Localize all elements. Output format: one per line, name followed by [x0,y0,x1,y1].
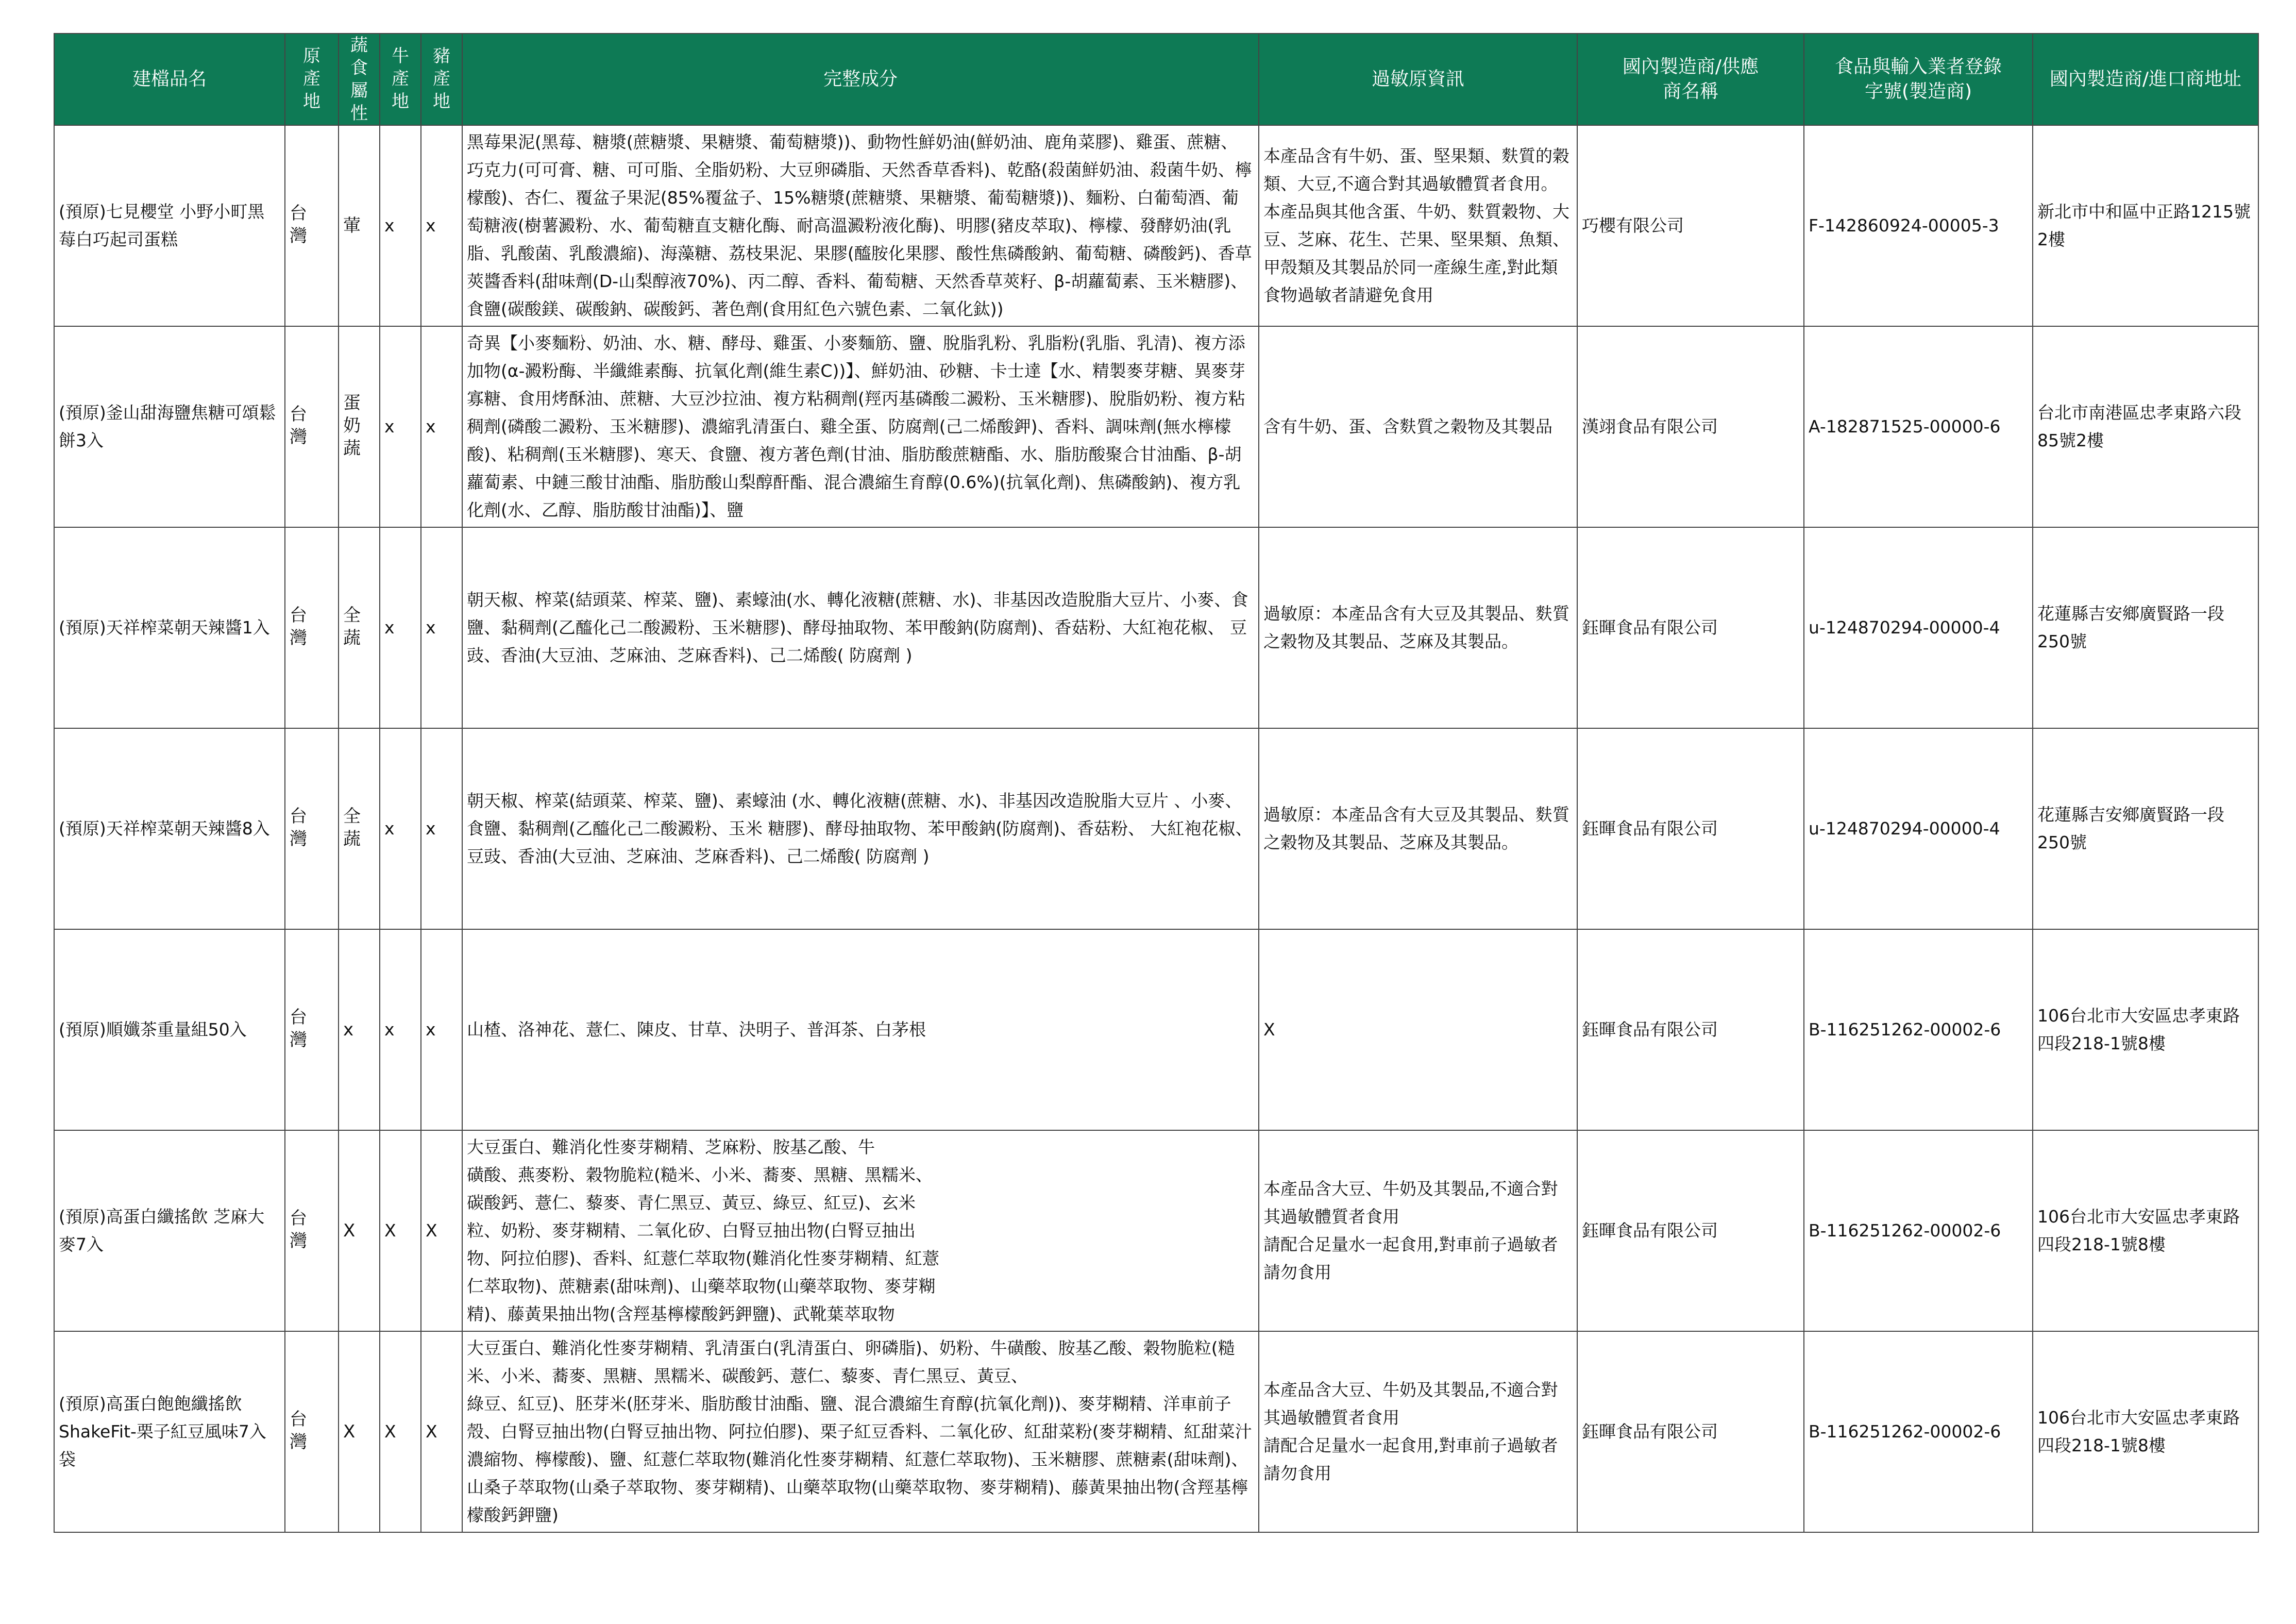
cell-allergen-text: 本產品含大豆、牛奶及其製品,不適合對其過敏體質者食用 請配合足量水一起食用,對車前子過敏者請勿食用 [1263,1380,1558,1483]
cell-regno-text: F-142860924-00005-3 [1809,215,1999,236]
cell-address-text: 花蓮縣吉安鄉廣賢路一段250號 [2037,604,2224,651]
cell-origin-text: 台灣 [290,203,307,246]
cell-allergen [1259,1331,1577,1532]
cell-product-name-text: (預原)高蛋白纖搖飲 芝麻大麥7入 [59,1207,265,1254]
cell-origin-text: 台灣 [290,605,307,648]
cell-beef-origin-text: x [384,215,395,236]
cell-veg-attr-text: X [343,1220,356,1241]
cell-address [2033,728,2258,929]
cell-origin [285,527,339,728]
cell-ingredients [462,326,1259,527]
cell-ingredients-text: 奇異【小麥麵粉、奶油、水、糖、酵母、雞蛋、小麥麵筋、鹽、脫脂乳粉、乳脂粉(乳脂、乳清)、複方添加物(α-澱粉酶、半纖維素酶、抗氧化劑(維生素C))】、鮮奶油、砂糖、卡士達【水、精製麥芽糖、異麥芽寡糖、食用烤酥油、蔗糖、大豆沙拉油、複方粘稠劑(羥丙基磷酸二澱粉、玉米糖膠)、脫脂奶粉、複方粘稠劑(磷酸二澱粉、玉米糖膠)、濃縮乳清蛋白、雞全蛋、防腐劑(己二烯酸鉀)、香料、調味劑(無水檸檬酸)、粘稠劑(玉米糖膠)、寒天、食鹽、複方著色劑(甘油、脂肪酸蔗糖酯、水、脂肪酸聚合甘油酯、β-胡蘿蔔素、中鏈三酸甘油酯、脂肪酸山梨醇酐酯、混合濃縮生育醇(0.6%)(抗氧化劑)、焦磷酸鈉)、複方乳化劑(水、乙醇、脂肪酸甘油酯)】、鹽 [467,333,1245,520]
cell-address [2033,125,2258,326]
cell-product-name [54,527,285,728]
header-maker: 國內製造商/供應商名稱 [1577,34,1804,125]
cell-veg-attr-text: 全蔬 [343,806,361,849]
cell-pork-origin [421,1331,462,1532]
cell-allergen [1259,728,1577,929]
cell-beef-origin [380,125,421,326]
cell-maker [1577,326,1804,527]
table-row [54,1331,2258,1532]
cell-address [2033,1130,2258,1331]
cell-origin [285,1331,339,1532]
header-pork: 豬產地 [421,34,462,125]
cell-pork-origin [421,125,462,326]
cell-pork-origin-text: X [426,1421,437,1442]
cell-address-text: 花蓮縣吉安鄉廣賢路一段250號 [2037,805,2224,852]
cell-allergen-text: 本產品含有牛奶、蛋、堅果類、麩質的穀類、大豆,不適合對其過敏體質者食用。本產品與其他含蛋、牛奶、麩質穀物、大豆、芝麻、花生、芒果、堅果類、魚類、甲殼類及其製品於同一產線生產,對此類食物過敏者請避免食用 [1263,146,1569,305]
cell-maker [1577,1130,1804,1331]
cell-veg-attr-text: X [343,1421,356,1442]
cell-maker [1577,728,1804,929]
cell-origin-text: 台灣 [290,1208,307,1251]
cell-address [2033,527,2258,728]
cell-origin [285,125,339,326]
cell-origin-text: 台灣 [290,806,307,849]
header-name: 建檔品名 [54,34,285,125]
cell-product-name [54,125,285,326]
cell-veg-attr [339,1130,380,1331]
cell-ingredients-text: 山楂、洛神花、薏仁、陳皮、甘草、決明子、普洱茶、白茅根 [467,1019,926,1040]
cell-address-text: 106台北市大安區忠孝東路四段218-1號8樓 [2037,1408,2240,1455]
cell-pork-origin-text: x [426,818,436,839]
cell-ingredients-text: 朝天椒、榨菜(結頭菜、榨菜、鹽)、素蠔油 (水、轉化液糖(蔗糖、水)、非基因改造脫脂大豆片 、小麥、食鹽、黏稠劑(乙醯化己二酸澱粉、玉米 糖膠)、酵母抽取物、苯甲酸鈉(防腐劑)、香菇粉、 大紅袍花椒、 豆豉、香油(大豆油、芝麻油、芝麻香料)、己二烯酸( 防腐劑 ) [467,791,1253,866]
cell-allergen [1259,929,1577,1130]
cell-address [2033,929,2258,1130]
cell-regno-text: u-124870294-00000-4 [1809,617,2000,638]
cell-ingredients [462,125,1259,326]
cell-beef-origin-text: x [384,416,395,437]
cell-allergen-text: 過敏原：本產品含有大豆及其製品、麩質之穀物及其製品、芝麻及其製品。 [1263,604,1569,651]
cell-regno [1804,527,2033,728]
cell-product-name-text: (預原)高蛋白飽飽纖搖飲ShakeFit-栗子紅豆風味7入袋 [59,1394,266,1469]
cell-product-name-text: (預原)七見櫻堂 小野小町黑莓白巧起司蛋糕 [59,202,265,249]
cell-origin-text: 台灣 [290,1409,307,1452]
cell-veg-attr-text: 蛋奶蔬 [343,392,361,459]
cell-pork-origin-text: x [426,617,436,638]
cell-pork-origin-text: x [426,215,436,236]
cell-pork-origin [421,1130,462,1331]
cell-beef-origin [380,326,421,527]
cell-ingredients-text: 朝天椒、榨菜(結頭菜、榨菜、鹽)、素蠔油(水、轉化液糖(蔗糖、水)、非基因改造脫脂大豆片、小麥、食鹽、黏稠劑(乙醯化己二酸澱粉、玉米糖膠)、酵母抽取物、苯甲酸鈉(防腐劑)、香菇粉、大紅袍花椒、 豆豉、香油(大豆油、芝麻油、芝麻香料)、己二烯酸( 防腐劑 ) [467,590,1248,665]
header-origin: 原產地 [285,34,339,125]
cell-maker [1577,929,1804,1130]
cell-address [2033,1331,2258,1532]
cell-beef-origin [380,1130,421,1331]
cell-maker-text: 巧櫻有限公司 [1582,215,1684,236]
cell-address-text: 106台北市大安區忠孝東路四段218-1號8樓 [2037,1006,2240,1053]
cell-origin [285,929,339,1130]
cell-allergen-text: X [1263,1019,1275,1040]
cell-product-name-text: (預原)天祥榨菜朝天辣醬1入 [59,617,270,638]
cell-origin-text: 台灣 [290,1007,307,1050]
cell-veg-attr [339,728,380,929]
cell-product-name-text: (預原)順孅茶重量組50入 [59,1019,247,1040]
cell-beef-origin-text: x [384,818,395,839]
cell-address-text: 106台北市大安區忠孝東路四段218-1號8樓 [2037,1207,2240,1254]
cell-beef-origin [380,1331,421,1532]
cell-ingredients [462,728,1259,929]
cell-pork-origin [421,929,462,1130]
header-address: 國內製造商/進口商地址 [2033,34,2258,125]
cell-regno-text: B-116251262-00002-6 [1809,1019,2001,1040]
cell-maker [1577,1331,1804,1532]
cell-product-name [54,1331,285,1532]
header-row [54,34,2258,125]
product-table [54,33,2259,1533]
cell-ingredients [462,1331,1259,1532]
cell-address-text: 台北市南港區忠孝東路六段85號2樓 [2037,403,2241,450]
cell-pork-origin-text: X [426,1220,437,1241]
cell-maker-text: 鈺暉食品有限公司 [1582,1220,1718,1241]
cell-product-name [54,326,285,527]
cell-maker [1577,527,1804,728]
cell-allergen [1259,527,1577,728]
header-ingredients: 完整成分 [462,34,1259,125]
cell-product-name-text: (預原)釜山甜海鹽焦糖可頌鬆餅3入 [59,403,276,450]
cell-ingredients [462,929,1259,1130]
cell-regno [1804,929,2033,1130]
cell-pork-origin-text: x [426,416,436,437]
cell-beef-origin-text: x [384,617,395,638]
cell-maker-text: 鈺暉食品有限公司 [1582,1421,1718,1442]
cell-allergen-text: 含有牛奶、蛋、含麩質之穀物及其製品 [1263,416,1552,437]
cell-maker [1577,125,1804,326]
cell-allergen [1259,326,1577,527]
cell-beef-origin [380,728,421,929]
table-row [54,728,2258,929]
cell-veg-attr [339,527,380,728]
table-row [54,929,2258,1130]
table-row [54,527,2258,728]
cell-origin [285,1130,339,1331]
cell-product-name [54,728,285,929]
cell-regno-text: u-124870294-00000-4 [1809,818,2000,839]
cell-beef-origin [380,527,421,728]
cell-maker-text: 鈺暉食品有限公司 [1582,617,1718,638]
cell-veg-attr-text: 葷 [343,215,361,236]
cell-origin [285,326,339,527]
cell-veg-attr-text: 全蔬 [343,605,361,648]
cell-product-name-text: (預原)天祥榨菜朝天辣醬8入 [59,818,270,839]
cell-beef-origin-text: X [384,1421,396,1442]
cell-veg-attr-text: x [343,1019,354,1040]
cell-beef-origin [380,929,421,1130]
cell-ingredients [462,1130,1259,1331]
cell-product-name [54,1130,285,1331]
cell-allergen [1259,125,1577,326]
cell-origin-text: 台灣 [290,404,307,447]
cell-ingredients [462,527,1259,728]
cell-regno-text: A-182871525-00000-6 [1809,416,2001,437]
cell-ingredients-text: 大豆蛋白、難消化性麥芽糊精、乳清蛋白(乳清蛋白、卵磷脂)、奶粉、牛磺酸、胺基乙酸、穀物脆粒(糙米、小米、蕎麥、黑糖、黑糯米、碳酸鈣、薏仁、藜麥、青仁黑豆、黃豆、 綠豆、紅豆)、胚芽米(胚芽米、脂肪酸甘油酯、鹽、混合濃縮生育醇(抗氧化劑))、麥芽糊精、洋車前子殼、白腎豆抽出物(白腎豆抽出物、阿拉伯膠)、栗子紅豆香料、二氧化矽、紅甜菜粉(麥芽糊精、紅甜菜汁濃縮物、檸檬酸)、鹽、紅薏仁萃取物(難消化性麥芽糊精、紅薏仁萃取物)、玉米糖膠、蔗糖素(甜味劑)、山桑子萃取物(山桑子萃取物、麥芽糊精)、山藥萃取物(山藥萃取物、麥芽糊精)、藤黃果抽出物(含羥基檸檬酸鈣鉀鹽) [467,1338,1252,1525]
cell-allergen-text: 本產品含大豆、牛奶及其製品,不適合對其過敏體質者食用 請配合足量水一起食用,對車前子過敏者請勿食用 [1263,1179,1558,1282]
cell-maker-text: 鈺暉食品有限公司 [1582,818,1718,839]
cell-product-name [54,929,285,1130]
cell-allergen-text: 過敏原：本產品含有大豆及其製品、麩質之穀物及其製品、芝麻及其製品。 [1263,805,1569,852]
cell-pork-origin [421,326,462,527]
cell-regno [1804,1331,2033,1532]
cell-beef-origin-text: x [384,1019,395,1040]
cell-address [2033,326,2258,527]
cell-ingredients-text: 黑莓果泥(黑莓、糖漿(蔗糖漿、果糖漿、葡萄糖漿))、動物性鮮奶油(鮮奶油、鹿角菜膠)、雞蛋、蔗糖、巧克力(可可膏、糖、可可脂、全脂奶粉、大豆卵磷脂、天然香草香料)、乾酪(殺菌鮮奶油、殺菌牛奶、檸檬酸)、杏仁、覆盆子果泥(85%覆盆子、15%糖漿(蔗糖漿、果糖漿、葡萄糖漿))、麵粉、白葡萄酒、葡萄糖液(樹薯澱粉、水、葡萄糖直支糖化酶、耐高溫澱粉液化酶)、明膠(豬皮萃取)、檸檬、發酵奶油(乳脂、乳酸菌、乳酸濃縮)、海藻糖、荔枝果泥、果膠(醯胺化果膠、酸性焦磷酸鈉、葡萄糖、磷酸鈣)、香草莢醬香料(甜味劑(D-山梨醇液70%)、丙二醇、香料、葡萄糖、天然香草莢籽、β-胡蘿蔔素、玉米糖膠)、食鹽(碳酸鎂、碳酸鈉、碳酸鈣、著色劑(食用紅色六號色素、二氧化鈦)) [467,132,1252,319]
cell-veg-attr [339,326,380,527]
cell-veg-attr [339,929,380,1130]
cell-address-text: 新北市中和區中正路1215號2樓 [2037,202,2251,249]
cell-maker-text: 鈺暉食品有限公司 [1582,1019,1718,1040]
cell-allergen [1259,1130,1577,1331]
cell-regno-text: B-116251262-00002-6 [1809,1220,2001,1241]
header-regno: 食品與輸入業者登錄字號(製造商) [1804,34,2033,125]
header-veg: 蔬食屬性 [339,34,380,125]
table-row [54,1130,2258,1331]
cell-beef-origin-text: X [384,1220,396,1241]
header-allergen: 過敏原資訊 [1259,34,1577,125]
table-row [54,125,2258,326]
cell-pork-origin-text: x [426,1019,436,1040]
cell-origin [285,728,339,929]
header-beef: 牛產地 [380,34,421,125]
cell-regno [1804,1130,2033,1331]
cell-ingredients-text: 大豆蛋白、難消化性麥芽糊精、芝麻粉、胺基乙酸、牛 磺酸、燕麥粉、穀物脆粒(糙米、小米、蕎麥、黑糖、黑糯米、 碳酸鈣、薏仁、藜麥、青仁黑豆、黃豆、綠豆、紅豆)、玄米 粒、奶粉、麥芽糊精、二氧化矽、白腎豆抽出物(白腎豆抽出 物、阿拉伯膠)、香料、紅薏仁萃取物(難消化性麥芽糊精、紅薏 仁萃取物)、蔗糖素(甜味劑)、山藥萃取物(山藥萃取物、麥芽糊 精)、藤黃果抽出物(含羥基檸檬酸鈣鉀鹽)、武靴葉萃取物 [467,1137,939,1324]
cell-pork-origin [421,728,462,929]
cell-regno-text: B-116251262-00002-6 [1809,1421,2001,1442]
cell-pork-origin [421,527,462,728]
cell-regno [1804,728,2033,929]
cell-veg-attr [339,125,380,326]
table-row [54,326,2258,527]
cell-regno [1804,326,2033,527]
cell-veg-attr [339,1331,380,1532]
cell-regno [1804,125,2033,326]
cell-maker-text: 漢翊食品有限公司 [1582,416,1718,437]
